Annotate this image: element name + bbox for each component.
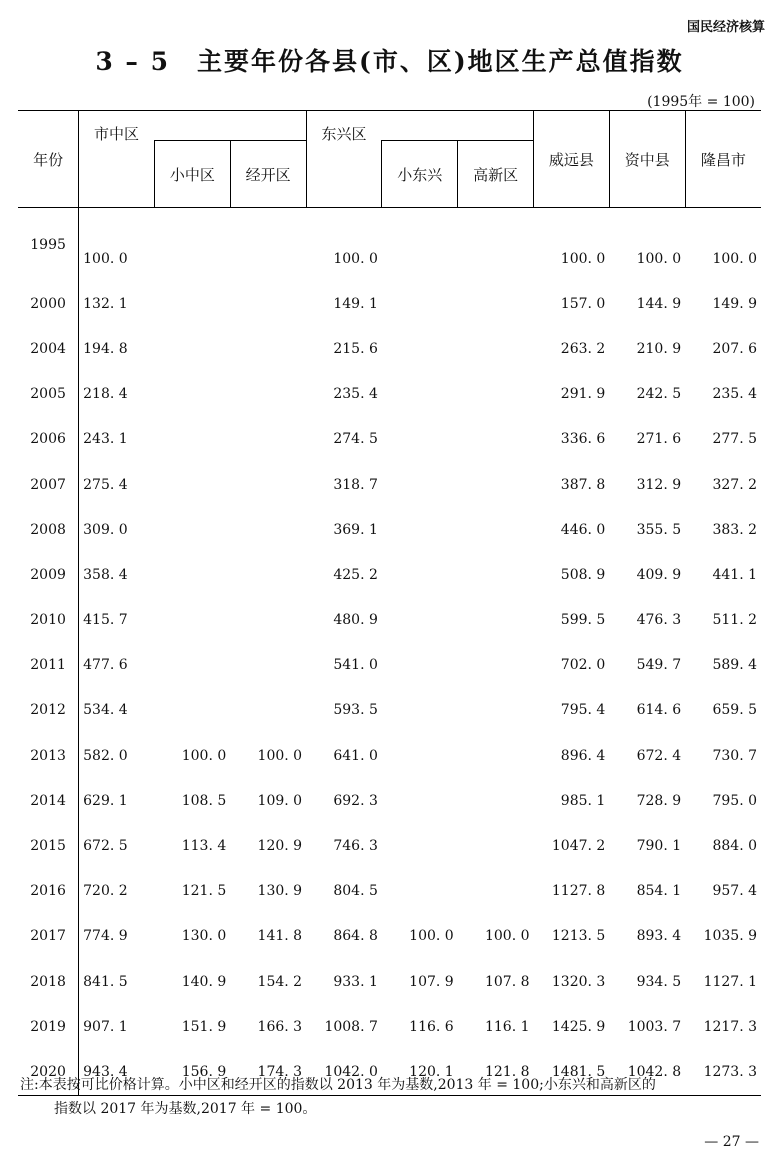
index-cell — [230, 507, 306, 552]
index-cell: 156. 9 — [154, 1049, 230, 1095]
index-cell: 327. 2 — [712, 476, 757, 493]
index-cell: 274. 5 — [333, 431, 378, 448]
index-cell: 541. 0 — [333, 657, 378, 674]
index-cell: 116. 1 — [484, 1018, 530, 1035]
index-cell: 795. 4 — [560, 702, 606, 719]
index-cell: 943. 4 — [79, 1049, 155, 1095]
year-cell: 2005 — [18, 372, 79, 417]
footnote-line-2: 指数以 2017 年为基数,2017 年 = 100。 — [54, 1101, 317, 1117]
index-cell: 271. 6 — [636, 431, 682, 448]
index-cell: 383. 2 — [712, 521, 757, 538]
index-cell: 207. 6 — [712, 340, 757, 357]
index-cell: 130. 9 — [257, 883, 303, 900]
index-cell: 896. 4 — [560, 747, 606, 764]
index-cell: 804. 5 — [333, 883, 378, 900]
header-spacer — [154, 111, 230, 141]
index-cell: 1035. 9 — [703, 928, 757, 945]
index-cell — [154, 372, 230, 417]
index-cell: 218. 4 — [83, 386, 128, 403]
index-cell: 907. 1 — [83, 1018, 128, 1035]
index-cell: 100. 0 — [333, 250, 378, 267]
index-cell: 985. 1 — [560, 792, 606, 809]
header-year: 年份 — [18, 111, 79, 208]
index-cell: 884. 0 — [712, 838, 757, 855]
index-cell: 549. 7 — [636, 657, 682, 674]
index-cell — [382, 552, 458, 597]
index-cell — [230, 372, 306, 417]
index-cell: 100. 0 — [181, 747, 227, 764]
index-cell: 100. 0 — [636, 250, 682, 267]
index-cell: 144. 9 — [636, 295, 682, 312]
index-cell: 121. 8 — [458, 1049, 534, 1095]
header-spacer — [382, 111, 458, 141]
table-row — [18, 643, 761, 688]
index-cell: 702. 0 — [560, 657, 606, 674]
index-cell — [382, 643, 458, 688]
index-cell: 508. 9 — [560, 566, 606, 583]
year-cell: 2018 — [18, 959, 79, 1004]
index-cell — [458, 869, 534, 914]
section-header: 国民经济核算 — [686, 20, 765, 35]
index-cell — [154, 552, 230, 597]
index-cell: 511. 2 — [712, 612, 757, 629]
index-cell: 194. 8 — [83, 340, 128, 357]
page-number: — 27 — — [704, 1134, 759, 1150]
index-cell — [230, 417, 306, 462]
index-cell: 235. 4 — [333, 386, 378, 403]
index-cell: 864. 8 — [333, 928, 378, 945]
index-cell — [382, 326, 458, 371]
footnote — [20, 1073, 760, 1121]
index-cell: 409. 9 — [636, 566, 682, 583]
header-jingkai: 经开区 — [230, 141, 306, 208]
unit-label: (1995年 = 100) — [647, 94, 755, 110]
index-cell: 957. 4 — [712, 883, 757, 900]
index-cell: 121. 5 — [181, 883, 227, 900]
year-cell: 2007 — [18, 462, 79, 507]
header-xiaodongxing: 小东兴 — [382, 141, 458, 208]
header-gaoxin: 高新区 — [458, 141, 534, 208]
index-cell — [458, 417, 534, 462]
index-cell: 358. 4 — [83, 566, 128, 583]
index-cell: 746. 3 — [333, 838, 378, 855]
index-cell: 355. 5 — [636, 521, 682, 538]
index-cell — [230, 688, 306, 733]
index-cell: 659. 5 — [712, 702, 757, 719]
index-cell — [458, 778, 534, 823]
year-cell: 2020 — [18, 1049, 79, 1095]
index-cell: 593. 5 — [333, 702, 378, 719]
index-cell: 614. 6 — [636, 702, 682, 719]
index-cell — [154, 462, 230, 507]
index-cell: 1127. 1 — [703, 973, 757, 990]
header-shizhong: 市中区 — [79, 111, 155, 208]
index-cell: 730. 7 — [712, 747, 757, 764]
index-cell — [382, 598, 458, 643]
index-cell: 140. 9 — [181, 973, 227, 990]
index-cell: 242. 5 — [636, 386, 682, 403]
table-row — [18, 778, 761, 823]
index-cell: 934. 5 — [636, 973, 682, 990]
index-cell: 415. 7 — [83, 612, 128, 629]
year-cell: 2006 — [18, 417, 79, 462]
index-cell: 113. 4 — [181, 838, 227, 855]
index-cell: 893. 4 — [636, 928, 682, 945]
index-cell: 1217. 3 — [703, 1018, 757, 1035]
index-cell: 166. 3 — [257, 1018, 303, 1035]
table-row — [18, 598, 761, 643]
year-cell: 2008 — [18, 507, 79, 552]
index-cell: 107. 8 — [484, 973, 530, 990]
index-cell — [230, 598, 306, 643]
index-cell: 154. 2 — [257, 973, 303, 990]
index-cell: 107. 9 — [409, 973, 454, 990]
table-body — [18, 208, 761, 1096]
index-cell: 387. 8 — [560, 476, 606, 493]
index-cell: 109. 0 — [257, 792, 303, 809]
index-cell: 263. 2 — [560, 340, 606, 357]
index-cell: 629. 1 — [83, 792, 128, 809]
index-cell: 1042. 8 — [609, 1049, 685, 1095]
index-cell — [458, 281, 534, 326]
index-cell — [382, 688, 458, 733]
index-cell — [154, 417, 230, 462]
index-cell: 130. 0 — [181, 928, 227, 945]
index-cell — [382, 778, 458, 823]
index-cell: 309. 0 — [83, 521, 128, 538]
table-row — [18, 507, 761, 552]
year-cell: 2012 — [18, 688, 79, 733]
index-cell: 441. 1 — [712, 566, 757, 583]
index-cell: 120. 1 — [382, 1049, 458, 1095]
index-cell: 790. 1 — [636, 838, 682, 855]
index-cell: 312. 9 — [636, 476, 682, 493]
index-cell: 100. 0 — [560, 250, 606, 267]
index-cell: 336. 6 — [560, 431, 606, 448]
index-cell: 795. 0 — [712, 792, 757, 809]
index-cell: 100. 0 — [484, 928, 530, 945]
header-zizhong: 资中县 — [609, 111, 685, 208]
index-cell: 275. 4 — [83, 476, 128, 493]
index-cell: 1481. 5 — [534, 1049, 610, 1095]
year-cell: 2016 — [18, 869, 79, 914]
year-cell: 2017 — [18, 914, 79, 959]
index-cell: 149. 9 — [712, 295, 757, 312]
table-row — [18, 281, 761, 326]
table-row — [18, 688, 761, 733]
index-cell: 243. 1 — [83, 431, 128, 448]
index-cell: 641. 0 — [333, 747, 378, 764]
index-cell — [458, 372, 534, 417]
index-cell: 151. 9 — [181, 1018, 227, 1035]
index-cell: 100. 0 — [83, 250, 128, 267]
index-cell — [230, 208, 306, 282]
table-row — [18, 208, 761, 282]
index-cell: 476. 3 — [636, 612, 682, 629]
year-cell: 2014 — [18, 778, 79, 823]
index-cell: 141. 8 — [257, 928, 303, 945]
index-cell — [154, 281, 230, 326]
table-row — [18, 914, 761, 959]
index-cell — [458, 462, 534, 507]
year-cell: 2015 — [18, 823, 79, 868]
index-cell: 132. 1 — [83, 295, 128, 312]
index-cell: 1042. 0 — [306, 1049, 382, 1095]
index-cell: 582. 0 — [83, 747, 128, 764]
index-cell: 1425. 9 — [551, 1018, 606, 1035]
index-cell: 120. 9 — [257, 838, 303, 855]
index-cell — [458, 208, 534, 282]
index-cell — [458, 733, 534, 778]
page-title: 3 – 5 主要年份各县(市、区)地区生产总值指数 — [95, 47, 684, 76]
index-cell: 100. 0 — [712, 250, 757, 267]
index-cell — [382, 823, 458, 868]
index-cell — [154, 507, 230, 552]
index-cell: 210. 9 — [636, 340, 682, 357]
index-cell: 425. 2 — [333, 566, 378, 583]
footnote-line-1: 注:本表按可比价格计算。小中区和经开区的指数以 2013 年为基数,2013 年 = 100;小东兴和高新区的 — [20, 1077, 656, 1093]
index-cell — [382, 869, 458, 914]
table-row — [18, 1004, 761, 1049]
index-cell — [154, 688, 230, 733]
index-cell: 369. 1 — [333, 521, 378, 538]
year-cell: 2010 — [18, 598, 79, 643]
index-cell: 1273. 3 — [685, 1049, 761, 1095]
index-cell: 854. 1 — [636, 883, 682, 900]
header-xiaozhong: 小中区 — [154, 141, 230, 208]
index-cell: 480. 9 — [333, 612, 378, 629]
index-cell: 477. 6 — [83, 657, 128, 674]
index-cell: 235. 4 — [712, 386, 757, 403]
index-cell — [154, 598, 230, 643]
index-cell: 318. 7 — [333, 476, 378, 493]
table-row — [18, 462, 761, 507]
header-spacer — [458, 111, 534, 141]
index-cell: 841. 5 — [83, 973, 128, 990]
index-cell — [154, 643, 230, 688]
index-cell: 100. 0 — [409, 928, 454, 945]
index-cell — [382, 208, 458, 282]
index-cell — [458, 326, 534, 371]
gdp-index-table — [18, 110, 761, 1096]
index-cell: 774. 9 — [83, 928, 128, 945]
header-spacer — [230, 111, 306, 141]
year-cell: 2019 — [18, 1004, 79, 1049]
index-cell: 599. 5 — [560, 612, 606, 629]
table-row — [18, 733, 761, 778]
index-cell: 1320. 3 — [551, 973, 606, 990]
index-cell — [382, 462, 458, 507]
index-cell: 157. 0 — [560, 295, 606, 312]
index-cell — [230, 281, 306, 326]
table-row — [18, 417, 761, 462]
index-cell: 100. 0 — [257, 747, 303, 764]
index-cell: 728. 9 — [636, 792, 682, 809]
index-cell: 215. 6 — [333, 340, 378, 357]
index-cell — [230, 462, 306, 507]
year-cell: 2000 — [18, 281, 79, 326]
header-weiyuan: 威远县 — [534, 111, 610, 208]
index-cell — [154, 208, 230, 282]
index-cell — [458, 552, 534, 597]
index-cell — [458, 688, 534, 733]
year-cell: 1995 — [18, 208, 79, 282]
index-cell — [230, 326, 306, 371]
index-cell: 692. 3 — [333, 792, 378, 809]
index-cell: 149. 1 — [333, 295, 378, 312]
index-cell: 108. 5 — [181, 792, 227, 809]
index-cell: 1127. 8 — [551, 883, 606, 900]
index-cell — [230, 643, 306, 688]
index-cell: 1003. 7 — [627, 1018, 682, 1035]
table-row — [18, 959, 761, 1004]
index-cell — [458, 643, 534, 688]
index-cell: 291. 9 — [560, 386, 606, 403]
index-cell — [458, 598, 534, 643]
index-cell: 277. 5 — [712, 431, 757, 448]
year-cell: 2013 — [18, 733, 79, 778]
index-cell — [382, 372, 458, 417]
index-cell — [382, 733, 458, 778]
year-cell: 2011 — [18, 643, 79, 688]
index-cell — [458, 823, 534, 868]
table-row — [18, 552, 761, 597]
index-cell: 116. 6 — [409, 1018, 454, 1035]
table-row — [18, 823, 761, 868]
index-cell: 446. 0 — [560, 521, 606, 538]
index-cell: 1047. 2 — [551, 838, 606, 855]
index-cell — [154, 326, 230, 371]
index-cell: 672. 4 — [636, 747, 682, 764]
header-longchang: 隆昌市 — [685, 111, 761, 208]
index-cell — [458, 507, 534, 552]
index-cell: 174. 3 — [230, 1049, 306, 1095]
index-cell: 589. 4 — [712, 657, 757, 674]
index-cell — [382, 417, 458, 462]
index-cell — [382, 507, 458, 552]
index-cell: 1008. 7 — [324, 1018, 378, 1035]
table-row — [18, 869, 761, 914]
year-cell: 2009 — [18, 552, 79, 597]
index-cell: 933. 1 — [333, 973, 378, 990]
year-cell: 2004 — [18, 326, 79, 371]
table-row — [18, 326, 761, 371]
index-cell: 1213. 5 — [551, 928, 606, 945]
index-cell: 534. 4 — [83, 702, 128, 719]
index-cell — [230, 552, 306, 597]
table-row — [18, 372, 761, 417]
header-dongxing: 东兴区 — [306, 111, 382, 208]
index-cell: 672. 5 — [83, 838, 128, 855]
index-cell: 720. 2 — [83, 883, 128, 900]
index-cell — [382, 281, 458, 326]
